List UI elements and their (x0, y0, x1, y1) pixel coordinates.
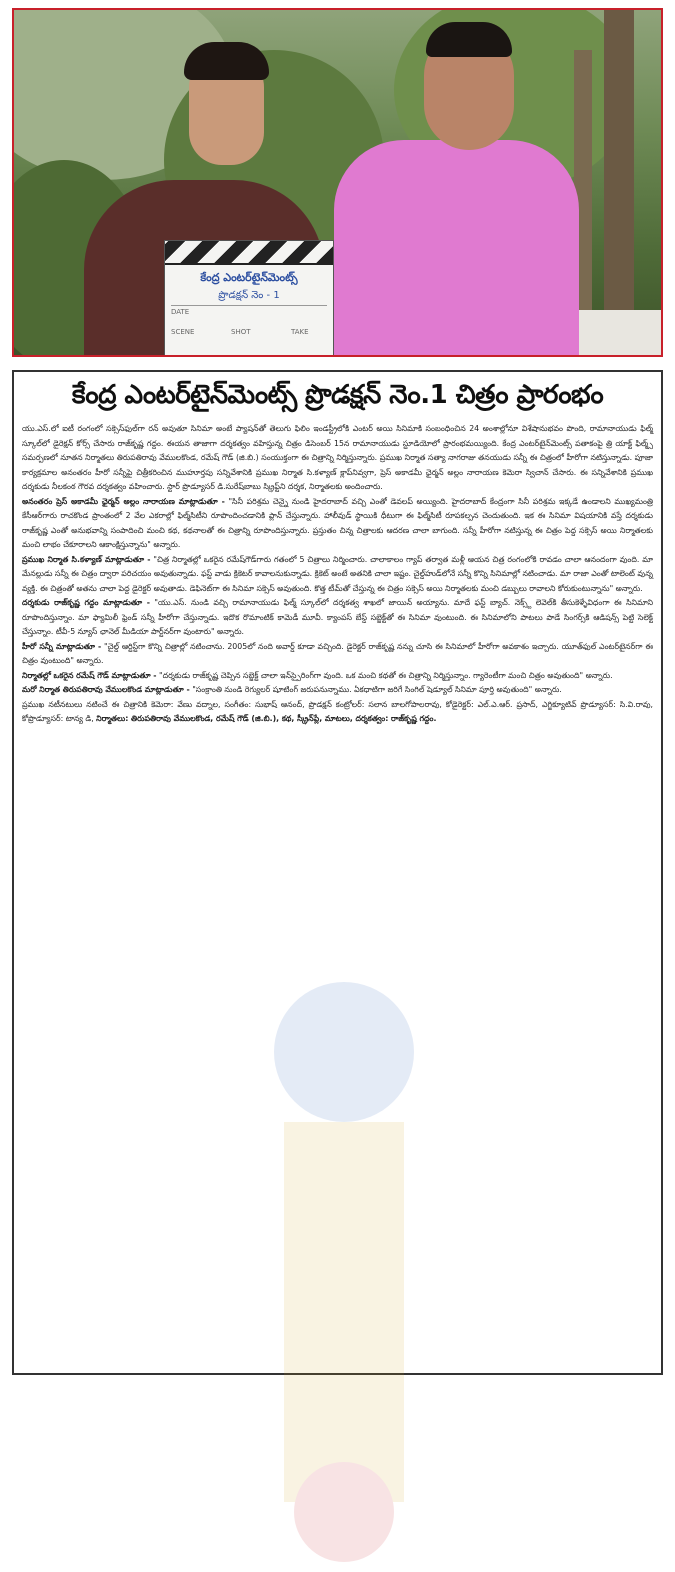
credits-bold: నిర్మాతలు: తిరుపతిరావు వేములకొండ, రమేష్ గౌడ్ (జి.బి.), కథ, స్క్రీన్‌ప్లే, మాటలు, దర్శకత్వం: రాజ్‌కృష్ణ గద్దం. (96, 714, 437, 723)
paragraph-text: ప్రముఖ నటీనటులు నటించే ఈ చిత్రానికి కెమెరా: వేణు వద్నాల, సంగీతం: సుభాష్ ఆనంద్, ప్రొడక్షన్ కంట్రోలర్: సలాన బాలగోపాలరావు, కోడైరెక్టర్: ఎల్.ఎ.ఆర్. ప్రసాద్, ఎగ్జిక్యూటివ్ ప్రొడ్యూసర్: సి.వి.రావు, కోప్రొడ్యూసర్: టాన్య డి, (22, 699, 653, 723)
person-right-shirt (334, 140, 579, 357)
paragraph-lead: నిర్మాతల్లో ఒకరైన రమేష్ గౌడ్ మాట్లాడుతూ - (22, 670, 157, 680)
clapper-grid (171, 305, 327, 357)
clapper-field: SHOT (231, 328, 251, 336)
clapper-stripes (165, 241, 333, 265)
clapper-field: TAKE (291, 328, 309, 336)
paragraph-lead: హీరో సన్నీ మాట్లాడుతూ - (22, 641, 102, 651)
article-box (12, 370, 663, 1375)
article-paragraph (22, 553, 653, 597)
paragraph-lead: మరో నిర్మాత తిరుపతిరావు వేములకొండ మాట్లాడుతూ - (22, 685, 190, 694)
paragraph-text: "దర్శకుడు రాజ్‌కృష్ణ చెప్పిన సబ్జెక్ట్ చాలా ఇన్‌స్పైరింగ్‌గా వుంది. ఒక మంచి కథతో ఈ చిత్రాన్ని నిర్మిస్తున్నాం. గ్యారెంటీగా మంచి చిత్రం అవుతుంది" అన్నారు. (156, 670, 613, 680)
person-right-hair (426, 22, 512, 57)
clapper-title: కేంద్ర ఎంటర్‌టైన్‌మెంట్స్ (200, 271, 298, 284)
event-photo (12, 8, 663, 357)
article-paragraph (22, 669, 653, 684)
paragraph-text: "సంక్రాంతి నుండి రెగ్యులర్ షూటింగ్ జరుపనున్నాము. ఏకధాటిగా జరిగే సింగిల్ షెడ్యూల్ సినిమా పూర్తి అవుతుంది" అన్నారు. (189, 685, 562, 694)
paragraph-lead: ప్రముఖ నిర్మాత సి.కళ్యాణ్ మాట్లాడుతూ - (22, 554, 151, 564)
paragraph-text: "యు.ఎస్. నుండి వచ్చి రామానాయుడు ఫిల్మ్ స్కూల్‌లో దర్శకత్వ శాఖలో జాయిన్ అయ్యాను. మాదే ఫస్ట్ బ్యాచ్. నెక్స్ట్ లెవెల్‌కి తీసుకెళ్ళేవిధంగా ఈ సినిమాని రూపొందిస్తున్నాం. మా ఫ్యామిలీ ఫ్రెండ్ సన్నీ హీరోగా చేస్తున్నాడు. ఇదొక రొమాంటిక్ కామెడీ మూవీ. క్యాంపస్ బేస్డ్ సబ్జెక్ట్‌తో ఈ సినిమా వుంటుంది. ఈ సినిమాలోని పాటలు పాడే సింగర్స్‌కి ఆడిషన్స్ పెట్టి సెలెక్ట్ చేస్తున్నాం. టీవీ-5 న్యూస్ ఛానెల్ మీడియా పార్ట్‌నర్‌గా వుంటారు" అన్నారు. (22, 598, 653, 636)
paragraph-lead: అనంతరం ప్రెస్ అకాడమీ ఛైర్మన్ అల్లం నారాయణ మాట్లాడుతూ - (22, 496, 225, 506)
article-headline: కేంద్ర ఎంటర్‌టైన్‌మెంట్స్ ప్రొడక్షన్ నెం.1 చిత్రం ప్రారంభం (71, 380, 604, 410)
paragraph-text: "చిత్ర నిర్మాతల్లో ఒకరైన రమేష్‌గౌడ్‌గారు గతంలో 5 చిత్రాలు నిర్మించారు. చాలాకాలం గ్యాప్ తర్వాత మళ్లీ ఆయన చిత్ర రంగంలోకి రావడం చాలా ఆనందంగా వుంది. మా మేనల్లుడు సన్నీ ఈ చిత్రం ద్వారా పరిచయం అవుతున్నాడు. ఫస్ట్ వాడు క్రికెటర్ కావాలనుకున్నాడు. క్రికెట్ అంటే అతనికి చాలా ఇష్టం. చైల్డ్‌హుడ్‌లోనే సన్నీ కొన్ని సినిమాల్లో నటించాడు. మా రాజా ఎంతో టాలెంట్ వున్న వ్యక్తి. ఈ చిత్రంతో అతను చాలా పెద్ద డైరెక్టర్ అవుతాడు. డెఫినెట్‌గా ఈ సినిమా సక్సెస్ అవుతుంది. కొత్త టీమ్‌తో చేస్తున్న ఈ చిత్రం సక్సెస్ అయి నిర్మాతలకు మంచి డబ్బులు రావాలని కోరుకుంటున్నాను" అన్నారు. (22, 554, 654, 593)
article-paragraph (22, 422, 653, 495)
paragraph-lead: దర్శకుడు రాజ్‌కృష్ణ గద్దం మాట్లాడుతూ - (22, 598, 150, 607)
article-paragraph (22, 640, 653, 669)
clapper-field: DATE (171, 308, 190, 316)
logo-watermark (244, 972, 444, 1572)
clapperboard (164, 240, 334, 357)
article-paragraph (22, 683, 653, 698)
clapper-subtitle: ప్రొడక్షన్ నెం - 1 (218, 290, 280, 301)
article-paragraph (22, 495, 653, 553)
paragraph-text: "సినీ పరిశ్రమ చెన్నై నుండి హైదరాబాద్ వచ్చి ఎంతో డెవలప్ అయ్యింది. హైదరాబాద్ కేంద్రంగా సినీ పరిశ్రమ ఇక్కడే ఉండాలని ముఖ్యమంత్రి కేసీఆర్‌గారు రాచకొండ ప్రాంతంలో 2 వేల ఎకరాల్లో ఫిల్మ్‌సిటీని రూపొందించడానికి ప్లాన్ చేస్తున్నారు. హాలీవుడ్ స్థాయికి ధీటుగా ఈ ఫిల్మ్‌సిటీ రూపకల్పన చెందుతుంది. ఇక ఈ సినిమా విషయానికి వస్తే దర్శకుడు రాజ్‌కృష్ణ ఎంతో అనుభవాన్ని సంపాదించి మంచి కథ, కథనాలతో ఈ చిత్రాన్ని రూపొందిస్తున్నారు. ప్రస్తుతం చిన్న చిత్రాలకు ఆదరణ చాలా బాగుంది. సన్నీ హీరోగా నటిస్తున్న ఈ చిత్రం పెద్ద సక్సెస్ అయి నిర్మాతలకు మంచి లాభం చేకూరాలని ఆకాంక్షిస్తున్నాను" అన్నారు. (22, 496, 653, 549)
article-paragraph (22, 698, 653, 727)
paragraph-text: "చైల్డ్ ఆర్టిస్ట్‌గా కొన్ని చిత్రాల్లో నటించాను. 2005లో నంది అవార్డ్ కూడా వచ్చింది. డైరెక్టర్ రాజ్‌కృష్ణ నన్ను చూసి ఈ సినిమాలో హీరోగా అవకాశం ఇచ్చారు. యూత్‌ఫుల్ ఎంటర్‌టైనర్‌గా ఈ చిత్రం వుంటుంది" అన్నారు. (22, 641, 653, 665)
person-left-hair (184, 42, 269, 80)
tree-trunk (604, 10, 634, 310)
white-ledge (574, 310, 663, 357)
article-paragraph (22, 596, 653, 640)
clapper-field: SCENE (171, 328, 195, 336)
paragraph-text: యు.ఎస్.లో ఐటీ రంగంలో సక్సెస్‌ఫుల్‌గా రన్ అవుతూ సినిమా అంటే ప్యాషన్‌తో తెలుగు ఫిలిం ఇండస్ట్రీలోకి ఎంటర్ అయి సినిమాకి సంబంధించిన 24 అంశాల్లోనూ విశేషానుభవం పొంది, రామానాయుడు ఫిల్మ్ స్కూల్‌లో డైరెక్షన్ కోర్స్ చేసారు రాజ్‌కృష్ణ గద్దం. ఈయన తాజాగా దర్శకత్వం వహిస్తున్న చిత్రం డిసెంబర్ 15న రామానాయుడు స్టూడియోలో ప్రారంభమయ్యింది. కేంద్ర ఎంటర్‌టైన్‌మెంట్స్ పతాకంపై త్రి యాక్ట్ ఫిల్మ్స్ సమర్పణలో నూతన నిర్మాతలు తిరుపతిరావు వేములకొండ, రమేష్ గౌడ్ (జి.బి.) సంయుక్తంగా ఈ చిత్రాన్ని నిర్మిస్తున్నారు. ప్రముఖ నిర్మాత సత్యా నాగరాజు తనయుడు సన్నీ ఈ చిత్రంలో హీరోగా నటిస్తున్నాడు. పూజా కార్యక్రమాల అనంతరం హీరో సన్నీపై చిత్రీకరించిన ముహూర్తపు సన్నివేశానికి ప్రముఖ నిర్మాత సి.కళ్యాణ్ క్లాప్‌నివ్వగా, ప్రెస్ అకాడమీ ఛైర్మన్ అల్లం నారాయణ కెమెరా స్విచాన్ చేసారు. ఈ సన్నివేశానికి ప్రముఖ దర్శకుడు నీలకంఠ గౌరవ దర్శకత్వం వహించారు. స్టార్ ప్రొడ్యూసర్ డి.సురేష్‌బాబు స్క్రిప్ట్‌ని దర్శక, నిర్మాతలకు అందించారు. (22, 424, 653, 491)
